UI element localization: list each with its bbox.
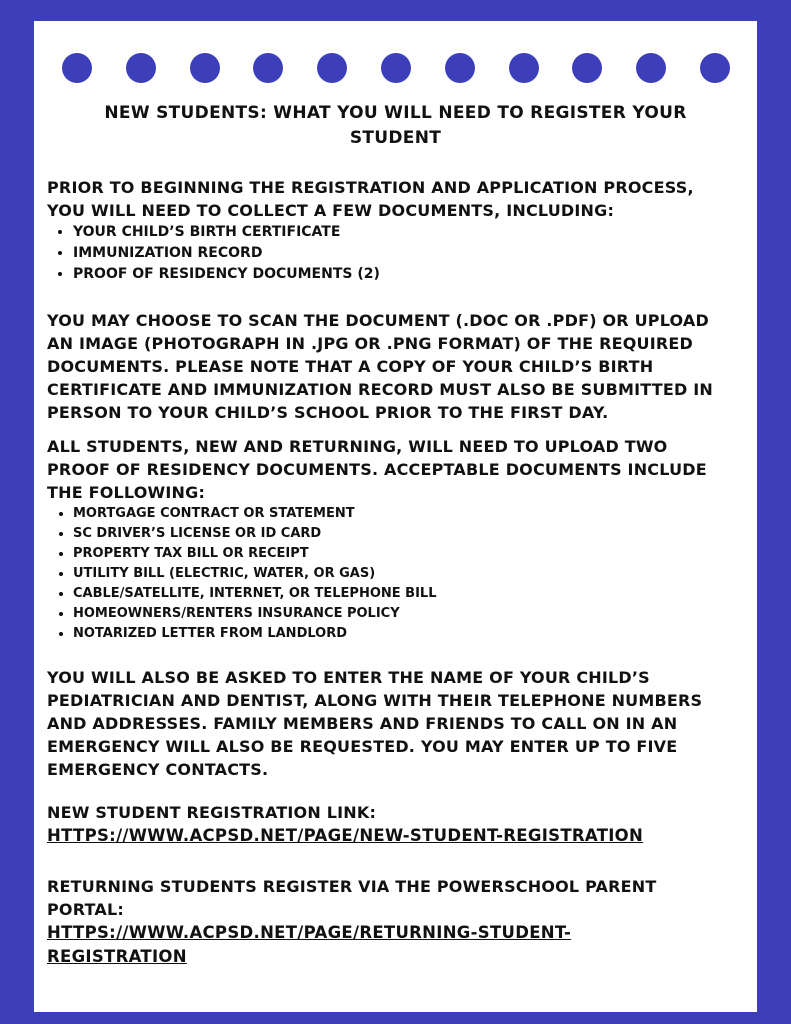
dot-icon [381,53,411,83]
documents-intro: PRIOR TO BEGINNING THE REGISTRATION AND APPLICATION PROCESS, YOU WILL NEED TO COLLECT A FEW DOCUMENTS, INCLUDING: [47,178,694,220]
dot-icon [572,53,602,83]
list-item: • MORTGAGE CONTRACT OR STATEMENT [73,504,729,524]
document-card [34,21,757,1012]
dot-icon [700,53,730,83]
contacts-note: YOU WILL ALSO BE ASKED TO ENTER THE NAME OF YOUR CHILD’S PEDIATRICIAN AND DENTIST, ALONG WITH THEIR TELEPHONE NUMBERS AND ADDRESSES. FAMILY MEMBERS AND FRIENDS TO CALL ON IN AN EMERGENCY WILL ALSO BE REQUESTED. YOU MAY ENTER UP TO FIVE EMERGENCY CONTACTS. [47,668,703,779]
dot-icon [317,53,347,83]
returning-link-section [47,875,729,969]
link-line[interactable]: REGISTRATION [47,947,187,966]
dot-icon [126,53,156,83]
list-item: • SC DRIVER’S LICENSE OR ID CARD [73,524,729,544]
documents-section [47,176,729,285]
list-item: • PROOF OF RESIDENCY DOCUMENTS (2) [73,264,729,285]
residency-intro: ALL STUDENTS, NEW AND RETURNING, WILL NEED TO UPLOAD TWO PROOF OF RESIDENCY DOCUMENTS. ACCEPTABLE DOCUMENTS INCLUDE THE FOLLOWING: [47,437,707,502]
returning-student-registration-link[interactable] [47,921,729,969]
scan-note: YOU MAY CHOOSE TO SCAN THE DOCUMENT (.DOC OR .PDF) OR UPLOAD AN IMAGE (PHOTOGRAPH IN .JPG OR .PNG FORMAT) OF THE REQUIRED DOCUMENTS. PLEASE NOTE THAT A COPY OF YOUR CHILD’S BIRTH CERTIFICATE AND IMMUNIZATION RECORD MUST ALSO BE SUBMITTED IN PERSON TO YOUR CHILD’S SCHOOL PRIOR TO THE FIRST DAY. [47,311,714,422]
contacts-section [47,666,729,781]
new-link-label: NEW STUDENT REGISTRATION LINK: [47,803,377,822]
residency-list [47,504,729,644]
dot-icon [445,53,475,83]
decorative-dots [62,53,730,85]
list-item: • IMMUNIZATION RECORD [73,243,729,264]
list-item: • HOMEOWNERS/RENTERS INSURANCE POLICY [73,604,729,624]
dot-icon [190,53,220,83]
list-item: • CABLE/SATELLITE, INTERNET, OR TELEPHONE BILL [73,584,729,604]
dot-icon [636,53,666,83]
new-student-registration-link[interactable]: HTTPS://WWW.ACPSD.NET/PAGE/NEW-STUDENT-REGISTRATION [47,826,644,845]
list-item: • UTILITY BILL (ELECTRIC, WATER, OR GAS) [73,564,729,584]
dot-icon [509,53,539,83]
dot-icon [253,53,283,83]
page-title: NEW STUDENTS: WHAT YOU WILL NEED TO REGISTER YOUR STUDENT [104,103,687,148]
link-line[interactable]: HTTPS://WWW.ACPSD.NET/PAGE/RETURNING-STUDENT- [47,923,572,942]
new-link-section [47,801,729,848]
documents-list [47,222,729,285]
list-item: • YOUR CHILD’S BIRTH CERTIFICATE [73,222,729,243]
dot-icon [62,53,92,83]
list-item: • NOTARIZED LETTER FROM LANDLORD [73,624,729,644]
list-item: • PROPERTY TAX BILL OR RECEIPT [73,544,729,564]
residency-section [47,435,729,644]
returning-link-label: RETURNING STUDENTS REGISTER VIA THE POWERSCHOOL PARENT PORTAL: [47,877,657,919]
scan-section [47,309,729,424]
